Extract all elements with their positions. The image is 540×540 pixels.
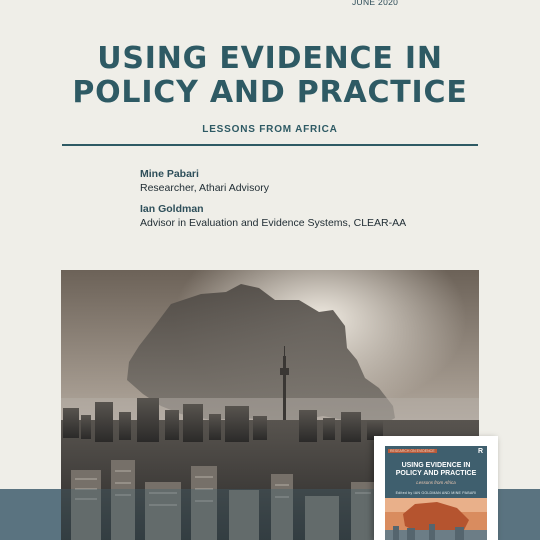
author-name: Mine Pabari: [140, 168, 199, 180]
book-subtitle: Lessons from Africa: [416, 480, 456, 485]
book-cover: [385, 446, 487, 540]
author-block-1: [140, 167, 269, 195]
author-role: Advisor in Evaluation and Evidence Systems, CLEAR-AA: [140, 217, 407, 229]
author-block-2: [140, 202, 406, 230]
author-name: Ian Goldman: [140, 203, 204, 215]
report-subtitle: LESSONS FROM AFRICA: [202, 124, 338, 135]
book-series-label: RESEARCH ON EVIDENCE: [390, 449, 435, 453]
author-role: Researcher, Athari Advisory: [140, 182, 269, 194]
report-title: [0, 42, 540, 110]
report-date: JUNE 2020: [352, 0, 399, 7]
title-divider: [62, 144, 478, 146]
book-cover-image: [385, 498, 487, 540]
book-title-line-1: USING EVIDENCE IN: [401, 462, 471, 469]
book-cover-thumbnail: [374, 436, 498, 540]
book-title: [385, 462, 487, 478]
title-line-1: USING EVIDENCE IN: [97, 41, 443, 76]
book-title-line-2: POLICY AND PRACTICE: [395, 470, 477, 477]
title-line-2: POLICY AND PRACTICE: [72, 75, 468, 110]
publisher-logo: R: [477, 448, 483, 455]
book-editors: Edited by IAN GOLDMAN AND MINE PABARI: [395, 491, 477, 495]
